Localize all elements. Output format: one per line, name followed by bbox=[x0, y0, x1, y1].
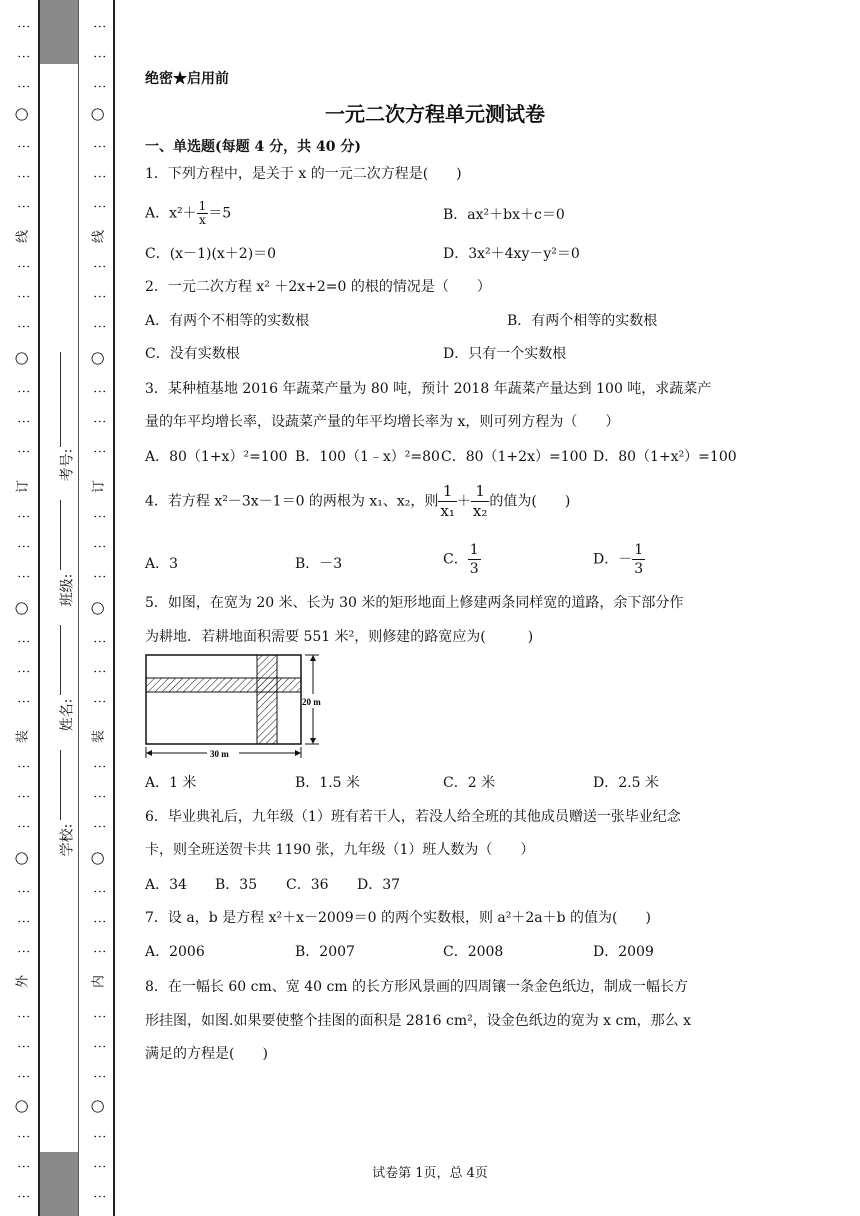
q6-option-a: A．34 bbox=[145, 877, 187, 893]
q1-option-b: B．ax²＋bx＋c＝0 bbox=[443, 207, 565, 223]
width-label: 30 m bbox=[210, 749, 229, 759]
q4-fraction-2: $\frac{1}{\text{x₂}}$ bbox=[472, 482, 488, 520]
q5-road-figure bbox=[145, 652, 335, 764]
inner-label-nei: 内 bbox=[91, 975, 107, 989]
inner-label-zhuang: 装 bbox=[91, 730, 107, 744]
binding-margin bbox=[0, 0, 120, 1216]
q1-option-c: C．(x－1)(x＋2)＝0 bbox=[145, 246, 277, 262]
margin-rule bbox=[113, 0, 115, 1216]
class-blank[interactable] bbox=[60, 500, 61, 570]
q5-option-b: B．1.5 米 bbox=[295, 775, 361, 791]
q7-option-c: C．2008 bbox=[443, 944, 504, 960]
q3-stem-line1: 3．某种植基地 2016 年蔬菜产量为 80 吨，预计 2018 年蔬菜产量达到 100 吨，求蔬菜产 bbox=[145, 381, 712, 397]
outer-label-xian: 线 bbox=[15, 230, 31, 244]
q7-stem: 7．设 a，b 是方程 x²＋x－2009＝0 的两个实数根，则 a²＋2a＋b 的值为( ) bbox=[145, 910, 651, 926]
outer-label-ding: 订 bbox=[15, 480, 31, 494]
q3-option-a: A．80（1+x）²=100 bbox=[145, 449, 288, 465]
q1-option-d: D．3x²＋4xy－y²＝0 bbox=[443, 246, 580, 262]
q7-option-d: D．2009 bbox=[593, 944, 654, 960]
horizontal-road bbox=[146, 678, 301, 692]
q2-option-a: A．有两个不相等的实数根 bbox=[145, 313, 310, 329]
field-rectangle bbox=[146, 655, 301, 744]
q1-stem: 1．下列方程中，是关于 x 的一元二次方程是( ) bbox=[145, 166, 462, 182]
q3-option-d: D．80（1+x²）=100 bbox=[593, 449, 737, 465]
q5-stem-line1: 5．如图，在宽为 20 米、长为 30 米的矩形地面上修建两条同样宽的道路，余下部分作 bbox=[145, 595, 684, 611]
strip-top-block bbox=[40, 0, 78, 64]
q1-option-a: A．x²＋ $\frac{1}{x}$ ＝5 bbox=[145, 199, 232, 227]
class-label: 班级: bbox=[59, 573, 76, 607]
vertical-road bbox=[257, 655, 277, 744]
q7-option-a: A．2006 bbox=[145, 944, 205, 960]
q4-fraction-1: $\frac{1}{\text{x₁}}$ bbox=[440, 482, 455, 520]
inner-label-ding: 订 bbox=[91, 480, 107, 494]
q6-stem-line2: 卡，则全班送贺卡共 1190 张，九年级（1）班人数为（ ） bbox=[145, 842, 535, 858]
q4-option-b: B．－3 bbox=[295, 556, 343, 572]
q6-option-d: D．37 bbox=[357, 877, 401, 893]
q3-option-b: B．100（1﹣x）²=80 bbox=[295, 449, 440, 465]
inner-label-xian: 线 bbox=[91, 230, 107, 244]
secret-mark: 绝密★启用前 bbox=[145, 71, 229, 87]
q2-stem: 2．一元二次方程 x² ＋2x+2=0 的根的情况是（ ） bbox=[145, 279, 491, 295]
q8-stem-line1: 8．在一幅长 60 cm、宽 40 cm 的长方形风景画的四周镶一条金色纸边，制成一幅长方 bbox=[145, 979, 689, 995]
name-blank[interactable] bbox=[60, 625, 61, 695]
exam-number-label: 考号: bbox=[59, 448, 76, 482]
q3-option-c: C．80（1+2x）=100 bbox=[441, 449, 588, 465]
school-blank[interactable] bbox=[60, 750, 61, 820]
section-heading: 一、单选题(每题 4 分，共 40 分) bbox=[145, 139, 361, 155]
q4-option-c: C． $\frac{1}{3}$ bbox=[443, 542, 479, 577]
q4-option-d: D．－ $\frac{1}{3}$ bbox=[593, 542, 644, 577]
name-label: 姓名: bbox=[59, 698, 76, 732]
height-label: 20 m bbox=[302, 697, 321, 707]
q8-stem-line2: 形挂图，如图.如果要使整个挂图的面积是 2816 cm²，设金色纸边的宽为 x cm，那么 x bbox=[145, 1013, 691, 1029]
q6-stem-line1: 6．毕业典礼后，九年级（1）班有若干人，若没人给全班的其他成员赠送一张毕业纪念 bbox=[145, 809, 681, 825]
q5-option-d: D．2.5 米 bbox=[593, 775, 659, 791]
school-label: 学校: bbox=[59, 823, 76, 857]
q4-stem: 4．若方程 x²－3x－1＝0 的两根为 x₁、x₂，则 $\frac{1}{\text{x₁}}$ ＋ $\frac{1}{\text{x₂}}$ 的值为( ) bbox=[145, 482, 571, 520]
q2-option-c: C．没有实数根 bbox=[145, 346, 240, 362]
q5-option-c: C．2 米 bbox=[443, 775, 496, 791]
q7-option-b: B．2007 bbox=[295, 944, 355, 960]
exam-number-blank[interactable] bbox=[60, 352, 61, 447]
outer-dotted-column: ⋮ ⋮ ⋮ ○ ⋮ ⋮ ⋮ 线 ⋮ ⋮ ⋮ ○ ⋮ ⋮ ⋮ 订 ⋮ ⋮ ⋮ ○ ⋮ ⋮ ⋮ 装 ⋮ ⋮ ⋮ ○ ⋮ ⋮ ⋮ 外 ⋮ ⋮ ⋮ ○ ⋮ ⋮ ⋮ bbox=[13, 20, 33, 1203]
outer-label-zhuang: 装 bbox=[15, 730, 31, 744]
q2-option-b: B．有两个相等的实数根 bbox=[507, 313, 658, 329]
inner-dotted-column: ⋮ ⋮ ⋮ ○ ⋮ ⋮ ⋮ 线 ⋮ ⋮ ⋮ ○ ⋮ ⋮ ⋮ 订 ⋮ ⋮ ⋮ ○ ⋮ ⋮ ⋮ 装 ⋮ ⋮ ⋮ ○ ⋮ ⋮ ⋮ 内 ⋮ ⋮ ⋮ ○ ⋮ ⋮ ⋮ bbox=[89, 20, 109, 1203]
outer-label-wai: 外 bbox=[15, 975, 31, 989]
q1-fraction: $\frac{1}{x}$ bbox=[198, 199, 207, 227]
exam-title: 一元二次方程单元测试卷 bbox=[325, 102, 545, 126]
q3-stem-line2: 量的年平均增长率，设蔬菜产量的年平均增长率为 x，则可列方程为（ ） bbox=[145, 414, 620, 430]
page-footer: 试卷第 1页，总 4页 bbox=[372, 1166, 488, 1181]
q2-option-d: D．只有一个实数根 bbox=[443, 346, 567, 362]
q5-option-a: A．1 米 bbox=[145, 775, 197, 791]
q5-stem-line2: 为耕地．若耕地面积需要 551 米²，则修建的路宽应为( ) bbox=[145, 629, 534, 645]
q4-option-a: A．3 bbox=[145, 556, 179, 572]
q8-stem-line3: 满足的方程是( ) bbox=[145, 1046, 268, 1062]
q6-option-b: B．35 bbox=[215, 877, 258, 893]
q6-option-c: C．36 bbox=[286, 877, 329, 893]
